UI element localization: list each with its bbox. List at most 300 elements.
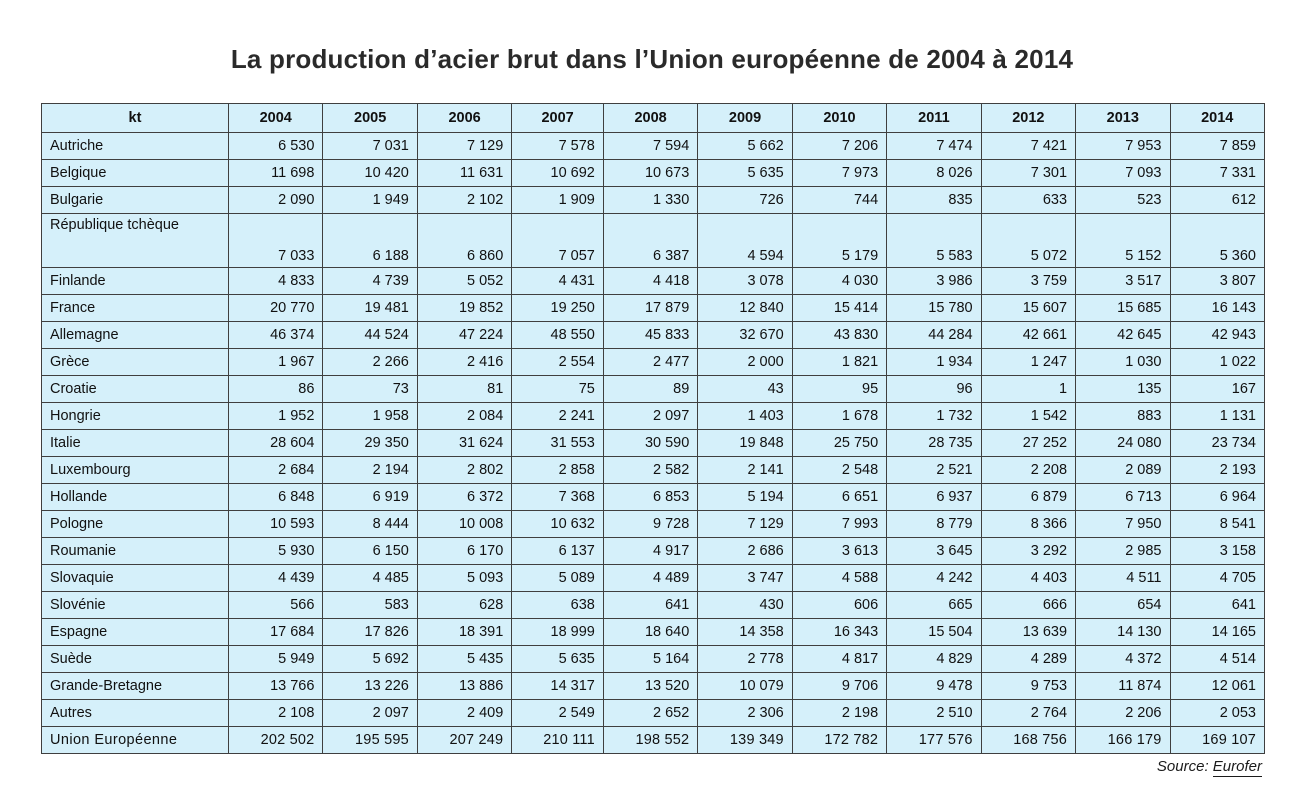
- row-country-label: Allemagne: [42, 322, 229, 349]
- row-country-label: République tchèque: [42, 214, 229, 268]
- cell-value: 583: [323, 592, 417, 619]
- cell-value: 7 331: [1170, 160, 1265, 187]
- cell-value: 4 705: [1170, 565, 1265, 592]
- cell-value: 2 084: [417, 403, 511, 430]
- cell-value: 43: [698, 376, 792, 403]
- cell-value: 6 150: [323, 538, 417, 565]
- cell-value: 7 578: [512, 133, 604, 160]
- cell-value: 32 670: [698, 322, 792, 349]
- column-header-2009: 2009: [698, 104, 792, 133]
- cell-value: 9 728: [603, 511, 697, 538]
- cell-value: 4 917: [603, 538, 697, 565]
- cell-value: 5 583: [887, 214, 981, 268]
- cell-value: 8 444: [323, 511, 417, 538]
- cell-value: 4 511: [1076, 565, 1170, 592]
- cell-value: 1 542: [981, 403, 1075, 430]
- cell-value: 3 645: [887, 538, 981, 565]
- cell-value: 1 403: [698, 403, 792, 430]
- cell-value: 3 078: [698, 268, 792, 295]
- cell-value: 15 414: [792, 295, 886, 322]
- cell-value: 2 108: [229, 700, 323, 727]
- row-country-label: Roumanie: [42, 538, 229, 565]
- cell-value: 2 266: [323, 349, 417, 376]
- cell-value: 523: [1076, 187, 1170, 214]
- row-country-label: Finlande: [42, 268, 229, 295]
- row-country-label: Autres: [42, 700, 229, 727]
- source-note: [1157, 758, 1262, 775]
- cell-value: 5 930: [229, 538, 323, 565]
- cell-value: 168 756: [981, 727, 1075, 754]
- row-country-label: Autriche: [42, 133, 229, 160]
- cell-value: 17 826: [323, 619, 417, 646]
- cell-value: 4 833: [229, 268, 323, 295]
- cell-value: 1: [981, 376, 1075, 403]
- cell-value: 11 631: [417, 160, 511, 187]
- cell-value: 2 053: [1170, 700, 1265, 727]
- cell-value: 2 764: [981, 700, 1075, 727]
- cell-value: 2 193: [1170, 457, 1265, 484]
- cell-value: 5 662: [698, 133, 792, 160]
- cell-value: 4 431: [512, 268, 604, 295]
- cell-value: 1 247: [981, 349, 1075, 376]
- cell-value: 31 624: [417, 430, 511, 457]
- cell-value: 2 416: [417, 349, 511, 376]
- cell-value: 13 766: [229, 673, 323, 700]
- cell-value: 10 632: [512, 511, 604, 538]
- cell-value: 9 753: [981, 673, 1075, 700]
- cell-value: 430: [698, 592, 792, 619]
- table-row: [42, 403, 1265, 430]
- cell-value: 73: [323, 376, 417, 403]
- cell-value: 4 594: [698, 214, 792, 268]
- cell-value: 3 517: [1076, 268, 1170, 295]
- cell-value: 1 030: [1076, 349, 1170, 376]
- table-row: [42, 268, 1265, 295]
- cell-value: 15 685: [1076, 295, 1170, 322]
- cell-value: 75: [512, 376, 604, 403]
- cell-value: 2 582: [603, 457, 697, 484]
- cell-value: 6 860: [417, 214, 511, 268]
- cell-value: 4 372: [1076, 646, 1170, 673]
- column-header-2006: 2006: [417, 104, 511, 133]
- table-body: [42, 133, 1265, 754]
- cell-value: 2 686: [698, 538, 792, 565]
- cell-value: 2 477: [603, 349, 697, 376]
- table-row: [42, 619, 1265, 646]
- cell-value: 15 607: [981, 295, 1075, 322]
- cell-value: 18 391: [417, 619, 511, 646]
- cell-value: 1 131: [1170, 403, 1265, 430]
- cell-value: 139 349: [698, 727, 792, 754]
- source-label: Source:: [1156, 758, 1209, 775]
- table-row: [42, 727, 1265, 754]
- cell-value: 1 732: [887, 403, 981, 430]
- cell-value: 1 967: [229, 349, 323, 376]
- row-country-label: Luxembourg: [42, 457, 229, 484]
- table-header-row: [42, 104, 1265, 133]
- cell-value: 13 886: [417, 673, 511, 700]
- table-row: [42, 133, 1265, 160]
- cell-value: 5 635: [512, 646, 604, 673]
- column-header-2008: 2008: [603, 104, 697, 133]
- cell-value: 606: [792, 592, 886, 619]
- cell-value: 13 639: [981, 619, 1075, 646]
- cell-value: 10 673: [603, 160, 697, 187]
- cell-value: 20 770: [229, 295, 323, 322]
- cell-value: 6 713: [1076, 484, 1170, 511]
- cell-value: 48 550: [512, 322, 604, 349]
- cell-value: 10 008: [417, 511, 511, 538]
- cell-value: 2 521: [887, 457, 981, 484]
- cell-value: 4 588: [792, 565, 886, 592]
- column-header-2004: 2004: [229, 104, 323, 133]
- cell-value: 19 481: [323, 295, 417, 322]
- cell-value: 5 089: [512, 565, 604, 592]
- column-header-unit: kt: [42, 104, 229, 133]
- cell-value: 12 061: [1170, 673, 1265, 700]
- cell-value: 2 141: [698, 457, 792, 484]
- cell-value: 10 593: [229, 511, 323, 538]
- cell-value: 89: [603, 376, 697, 403]
- cell-value: 7 057: [512, 214, 604, 268]
- cell-value: 11 698: [229, 160, 323, 187]
- cell-value: 566: [229, 592, 323, 619]
- cell-value: 7 953: [1076, 133, 1170, 160]
- table-row: [42, 160, 1265, 187]
- cell-value: 1 330: [603, 187, 697, 214]
- column-header-2014: 2014: [1170, 104, 1265, 133]
- cell-value: 5 435: [417, 646, 511, 673]
- cell-value: 2 858: [512, 457, 604, 484]
- cell-value: 95: [792, 376, 886, 403]
- cell-value: 25 750: [792, 430, 886, 457]
- cell-value: 6 170: [417, 538, 511, 565]
- source-name: Eurofer: [1212, 758, 1262, 775]
- cell-value: 2 089: [1076, 457, 1170, 484]
- cell-value: 7 093: [1076, 160, 1170, 187]
- cell-value: 14 130: [1076, 619, 1170, 646]
- row-country-label: Grande-Bretagne: [42, 673, 229, 700]
- row-country-label: Suède: [42, 646, 229, 673]
- cell-value: 9 706: [792, 673, 886, 700]
- cell-value: 6 387: [603, 214, 697, 268]
- cell-value: 8 779: [887, 511, 981, 538]
- cell-value: 17 684: [229, 619, 323, 646]
- cell-value: 5 179: [792, 214, 886, 268]
- cell-value: 7 033: [229, 214, 323, 268]
- cell-value: 1 958: [323, 403, 417, 430]
- row-country-label: Union Européenne: [42, 727, 229, 754]
- column-header-2005: 2005: [323, 104, 417, 133]
- table-row: [42, 511, 1265, 538]
- cell-value: 16 143: [1170, 295, 1265, 322]
- table-row: [42, 322, 1265, 349]
- cell-value: 14 165: [1170, 619, 1265, 646]
- cell-value: 3 292: [981, 538, 1075, 565]
- cell-value: 5 635: [698, 160, 792, 187]
- cell-value: 10 079: [698, 673, 792, 700]
- cell-value: 4 489: [603, 565, 697, 592]
- cell-value: 167: [1170, 376, 1265, 403]
- cell-value: 4 514: [1170, 646, 1265, 673]
- cell-value: 883: [1076, 403, 1170, 430]
- cell-value: 744: [792, 187, 886, 214]
- row-country-label: Hongrie: [42, 403, 229, 430]
- cell-value: 7 474: [887, 133, 981, 160]
- cell-value: 3 759: [981, 268, 1075, 295]
- cell-value: 17 879: [603, 295, 697, 322]
- cell-value: 4 739: [323, 268, 417, 295]
- cell-value: 2 554: [512, 349, 604, 376]
- cell-value: 19 852: [417, 295, 511, 322]
- row-country-label: Italie: [42, 430, 229, 457]
- cell-value: 6 853: [603, 484, 697, 511]
- table-row: [42, 295, 1265, 322]
- cell-value: 207 249: [417, 727, 511, 754]
- cell-value: 4 418: [603, 268, 697, 295]
- steel-production-table: [41, 103, 1265, 754]
- cell-value: 1 952: [229, 403, 323, 430]
- cell-value: 13 226: [323, 673, 417, 700]
- row-country-label: Bulgarie: [42, 187, 229, 214]
- cell-value: 654: [1076, 592, 1170, 619]
- cell-value: 1 909: [512, 187, 604, 214]
- table-row: [42, 673, 1265, 700]
- cell-value: 638: [512, 592, 604, 619]
- cell-value: 641: [603, 592, 697, 619]
- cell-value: 5 692: [323, 646, 417, 673]
- cell-value: 31 553: [512, 430, 604, 457]
- row-country-label: Belgique: [42, 160, 229, 187]
- cell-value: 666: [981, 592, 1075, 619]
- cell-value: 7 031: [323, 133, 417, 160]
- cell-value: 641: [1170, 592, 1265, 619]
- cell-value: 3 158: [1170, 538, 1265, 565]
- cell-value: 47 224: [417, 322, 511, 349]
- cell-value: 2 802: [417, 457, 511, 484]
- cell-value: 628: [417, 592, 511, 619]
- cell-value: 96: [887, 376, 981, 403]
- cell-value: 135: [1076, 376, 1170, 403]
- cell-value: 202 502: [229, 727, 323, 754]
- table-row: [42, 538, 1265, 565]
- cell-value: 8 366: [981, 511, 1075, 538]
- cell-value: 2 510: [887, 700, 981, 727]
- table-row: [42, 700, 1265, 727]
- table-row: [42, 430, 1265, 457]
- cell-value: 42 645: [1076, 322, 1170, 349]
- cell-value: 2 241: [512, 403, 604, 430]
- cell-value: 4 439: [229, 565, 323, 592]
- cell-value: 27 252: [981, 430, 1075, 457]
- cell-value: 6 372: [417, 484, 511, 511]
- cell-value: 1 949: [323, 187, 417, 214]
- cell-value: 2 306: [698, 700, 792, 727]
- table-header: [42, 104, 1265, 133]
- cell-value: 726: [698, 187, 792, 214]
- cell-value: 5 360: [1170, 214, 1265, 268]
- cell-value: 835: [887, 187, 981, 214]
- cell-value: 2 000: [698, 349, 792, 376]
- cell-value: 169 107: [1170, 727, 1265, 754]
- cell-value: 2 097: [323, 700, 417, 727]
- cell-value: 15 504: [887, 619, 981, 646]
- cell-value: 4 403: [981, 565, 1075, 592]
- cell-value: 86: [229, 376, 323, 403]
- cell-value: 44 284: [887, 322, 981, 349]
- cell-value: 633: [981, 187, 1075, 214]
- row-country-label: Hollande: [42, 484, 229, 511]
- cell-value: 1 678: [792, 403, 886, 430]
- cell-value: 7 973: [792, 160, 886, 187]
- cell-value: 81: [417, 376, 511, 403]
- cell-value: 2 652: [603, 700, 697, 727]
- cell-value: 45 833: [603, 322, 697, 349]
- cell-value: 28 604: [229, 430, 323, 457]
- cell-value: 3 986: [887, 268, 981, 295]
- table-row: [42, 187, 1265, 214]
- cell-value: 195 595: [323, 727, 417, 754]
- cell-value: 2 090: [229, 187, 323, 214]
- cell-value: 4 289: [981, 646, 1075, 673]
- row-country-label: Slovénie: [42, 592, 229, 619]
- cell-value: 6 964: [1170, 484, 1265, 511]
- column-header-2007: 2007: [512, 104, 604, 133]
- table-row: [42, 592, 1265, 619]
- cell-value: 30 590: [603, 430, 697, 457]
- cell-value: 7 950: [1076, 511, 1170, 538]
- table-row: [42, 457, 1265, 484]
- cell-value: 7 993: [792, 511, 886, 538]
- cell-value: 166 179: [1076, 727, 1170, 754]
- table-row: [42, 349, 1265, 376]
- cell-value: 5 052: [417, 268, 511, 295]
- cell-value: 3 613: [792, 538, 886, 565]
- row-country-label: France: [42, 295, 229, 322]
- cell-value: 19 848: [698, 430, 792, 457]
- cell-value: 14 317: [512, 673, 604, 700]
- cell-value: 23 734: [1170, 430, 1265, 457]
- cell-value: 7 859: [1170, 133, 1265, 160]
- cell-value: 210 111: [512, 727, 604, 754]
- cell-value: 7 206: [792, 133, 886, 160]
- cell-value: 6 137: [512, 538, 604, 565]
- cell-value: 3 807: [1170, 268, 1265, 295]
- cell-value: 5 093: [417, 565, 511, 592]
- cell-value: 4 829: [887, 646, 981, 673]
- cell-value: 6 919: [323, 484, 417, 511]
- cell-value: 5 072: [981, 214, 1075, 268]
- cell-value: 2 549: [512, 700, 604, 727]
- cell-value: 2 409: [417, 700, 511, 727]
- cell-value: 7 129: [417, 133, 511, 160]
- cell-value: 2 778: [698, 646, 792, 673]
- cell-value: 6 848: [229, 484, 323, 511]
- column-header-2010: 2010: [792, 104, 886, 133]
- row-country-label: Espagne: [42, 619, 229, 646]
- cell-value: 1 934: [887, 349, 981, 376]
- cell-value: 612: [1170, 187, 1265, 214]
- cell-value: 9 478: [887, 673, 981, 700]
- table-row: [42, 484, 1265, 511]
- table-row: [42, 376, 1265, 403]
- cell-value: 2 194: [323, 457, 417, 484]
- cell-value: 42 943: [1170, 322, 1265, 349]
- row-country-label: Grèce: [42, 349, 229, 376]
- cell-value: 10 420: [323, 160, 417, 187]
- cell-value: 28 735: [887, 430, 981, 457]
- cell-value: 6 651: [792, 484, 886, 511]
- cell-value: 177 576: [887, 727, 981, 754]
- row-country-label: Pologne: [42, 511, 229, 538]
- table-row: [42, 565, 1265, 592]
- cell-value: 11 874: [1076, 673, 1170, 700]
- cell-value: 5 949: [229, 646, 323, 673]
- column-header-2012: 2012: [981, 104, 1075, 133]
- cell-value: 2 102: [417, 187, 511, 214]
- cell-value: 198 552: [603, 727, 697, 754]
- cell-value: 6 530: [229, 133, 323, 160]
- cell-value: 2 208: [981, 457, 1075, 484]
- cell-value: 18 999: [512, 619, 604, 646]
- cell-value: 5 194: [698, 484, 792, 511]
- cell-value: 4 817: [792, 646, 886, 673]
- cell-value: 18 640: [603, 619, 697, 646]
- cell-value: 15 780: [887, 295, 981, 322]
- cell-value: 1 022: [1170, 349, 1265, 376]
- cell-value: 7 301: [981, 160, 1075, 187]
- table-row: [42, 214, 1265, 268]
- cell-value: 2 985: [1076, 538, 1170, 565]
- cell-value: 42 661: [981, 322, 1075, 349]
- cell-value: 19 250: [512, 295, 604, 322]
- cell-value: 172 782: [792, 727, 886, 754]
- cell-value: 4 242: [887, 565, 981, 592]
- cell-value: 5 152: [1076, 214, 1170, 268]
- cell-value: 14 358: [698, 619, 792, 646]
- column-header-2013: 2013: [1076, 104, 1170, 133]
- cell-value: 13 520: [603, 673, 697, 700]
- cell-value: 7 594: [603, 133, 697, 160]
- cell-value: 10 692: [512, 160, 604, 187]
- cell-value: 2 684: [229, 457, 323, 484]
- steel-production-table-container: [41, 103, 1265, 754]
- cell-value: 8 541: [1170, 511, 1265, 538]
- page-title: La production d’acier brut dans l’Union européenne de 2004 à 2014: [230, 44, 1074, 74]
- column-header-2011: 2011: [887, 104, 981, 133]
- cell-value: 44 524: [323, 322, 417, 349]
- cell-value: 6 188: [323, 214, 417, 268]
- cell-value: 24 080: [1076, 430, 1170, 457]
- cell-value: 2 097: [603, 403, 697, 430]
- row-country-label: Slovaquie: [42, 565, 229, 592]
- row-country-label: Croatie: [42, 376, 229, 403]
- cell-value: 12 840: [698, 295, 792, 322]
- cell-value: 2 548: [792, 457, 886, 484]
- cell-value: 7 421: [981, 133, 1075, 160]
- cell-value: 6 879: [981, 484, 1075, 511]
- cell-value: 29 350: [323, 430, 417, 457]
- cell-value: 3 747: [698, 565, 792, 592]
- cell-value: 2 206: [1076, 700, 1170, 727]
- cell-value: 8 026: [887, 160, 981, 187]
- cell-value: 4 030: [792, 268, 886, 295]
- cell-value: 6 937: [887, 484, 981, 511]
- table-row: [42, 646, 1265, 673]
- cell-value: 5 164: [603, 646, 697, 673]
- cell-value: 43 830: [792, 322, 886, 349]
- cell-value: 46 374: [229, 322, 323, 349]
